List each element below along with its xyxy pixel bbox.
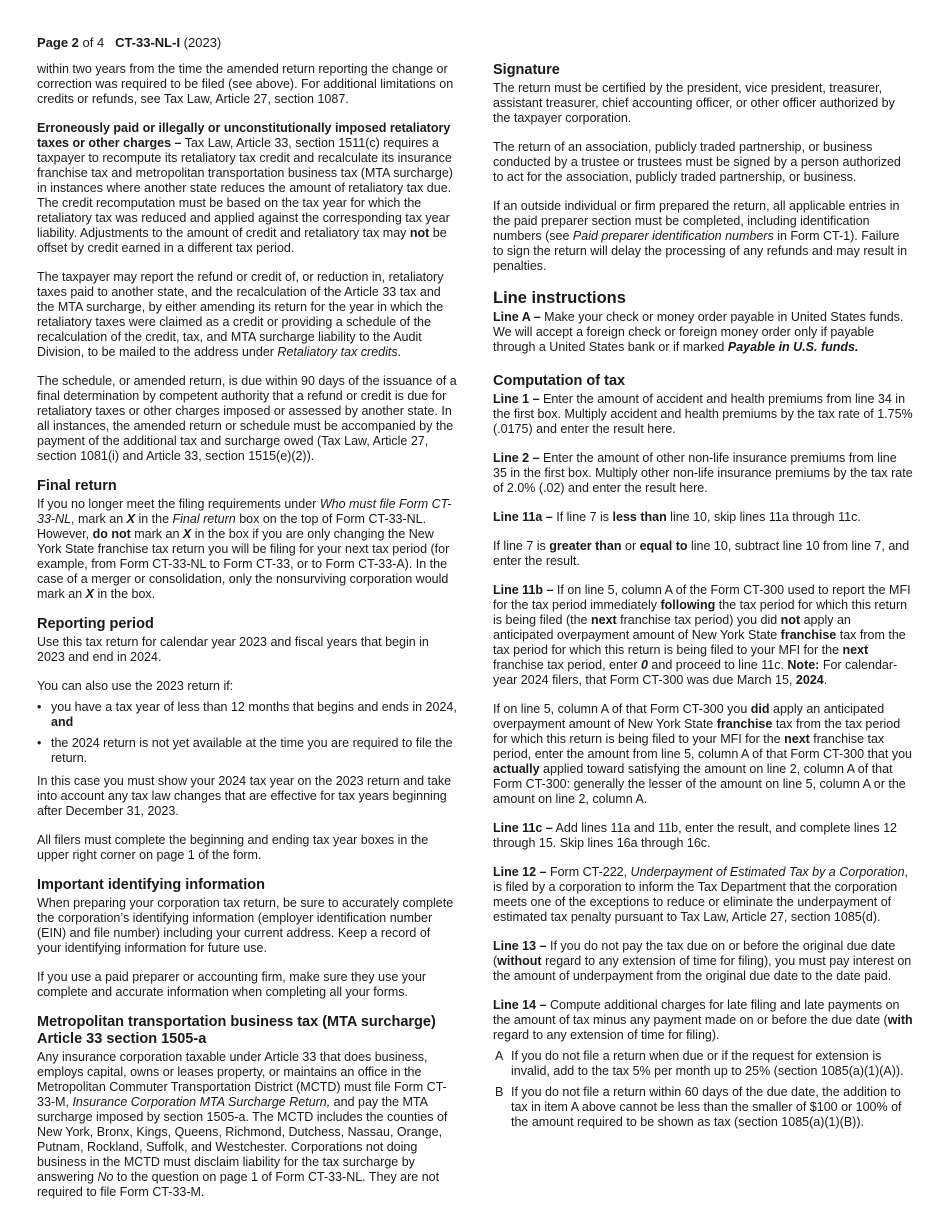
section-title-identifying-info: Important identifying information <box>37 877 265 893</box>
text: be offset by credit earned in a different tax period. <box>37 226 447 255</box>
list-item <box>493 1049 913 1079</box>
paragraph-line-2 <box>493 451 913 496</box>
left-column <box>37 62 457 1214</box>
form-id: CT-33-NL-I <box>115 35 181 50</box>
paragraph-line-12 <box>493 865 913 925</box>
right-column <box>493 62 913 1136</box>
paragraph-line-11a-2 <box>493 539 913 569</box>
text: and pay the MTA surcharge imposed by section 1505-a. The MCTD includes the counties of New York, Bronx, Kings, Queens, Richmond, Dutchess, Nassau, Orange, Putnam, Rockland, Suffolk, and Westchester. Corporations not doing business in the MCTD must disclaim liability for the tax surcharge by answering <box>37 1095 448 1184</box>
text: If an outside individual or firm prepared the return, all applicable entries in the paid preparer section must be completed, including identification numbers (see <box>493 199 900 243</box>
line-label: Line 1 – <box>493 392 540 406</box>
line-label: Line 2 – <box>493 451 540 465</box>
text: , is filed by a corporation to inform the Tax Department that the corporation meets one of the exceptions to reduce or eliminate the underpayment of estimated tax penalty pursuant to Tax Law, Article 27, section 1085(d). <box>493 865 909 924</box>
line-label: Line 14 – <box>493 998 547 1012</box>
text: Enter the amount of accident and health premiums from line 34 in the first box. Multiply accident and health premiums by the tax rate of 1.75% (.0175) and enter the result here. <box>493 392 913 436</box>
text-italic: Retaliatory tax credits <box>277 345 398 359</box>
page-count: of 4 <box>78 35 105 50</box>
text-bold: next <box>842 643 869 657</box>
text: line 10, skip lines 11a through 11c. <box>666 510 861 524</box>
line-label: Line A – <box>493 310 541 324</box>
page-number: Page 2 <box>37 35 79 50</box>
text: mark an <box>130 527 183 541</box>
text: If you no longer meet the filing requirements under <box>37 497 320 511</box>
line-label: Line 11b – <box>493 583 554 597</box>
text-bold: not <box>409 226 430 240</box>
text-bold-italic: X <box>85 587 94 601</box>
text-bold: following <box>660 598 716 612</box>
section-title-computation: Computation of tax <box>493 373 626 389</box>
text-bold-italic: Payable in U.S. funds. <box>727 340 859 354</box>
line-label: Line 13 – <box>493 939 547 953</box>
text-bold: without <box>497 954 542 968</box>
text: If on line 5, column A of the Form CT-300 used to report the MFI for the tax period immediately <box>493 583 911 612</box>
text-bold-italic: 0 <box>641 658 648 672</box>
text: For calendar-year 2024 filers, that Form CT-300 was due March 15, <box>493 658 898 687</box>
text: Add lines 11a and 11b, enter the result, and complete lines 12 through 15. Skip lines 16a through 16c. <box>493 821 897 850</box>
paragraph-line-14 <box>493 998 913 1043</box>
list-item <box>493 1085 913 1130</box>
text: in the <box>134 512 173 526</box>
text-bold-italic: X <box>182 527 192 541</box>
title-line: Article 33 section 1505-a <box>37 1031 207 1047</box>
text: in the box. <box>93 587 156 601</box>
item-marker: A <box>495 1049 504 1063</box>
line-label: Line 11a – <box>493 510 553 524</box>
text: to the question on page 1 of Form CT-33-NL. They are not required to file Form CT-33-M. <box>37 1170 440 1199</box>
text: or <box>621 539 640 553</box>
section-title-line-instructions: Line instructions <box>493 289 626 307</box>
paragraph-ident-2: If you use a paid preparer or accounting firm, make sure they use your complete and accurate information when completing all your forms. <box>37 970 427 999</box>
text-bold: less than <box>612 510 667 524</box>
text: box on the top of Form CT-33-NL. However, <box>37 512 427 541</box>
paragraph-schedule-due: The schedule, or amended return, is due within 90 days of the issuance of a final determination by competent authority that a refund or credit is due for retaliatory taxes or other charges imposed or assessed by another state. In all instances, the amended return or schedule must be accompanied by the payment of the additional tax and surcharge owed (Tax Law, Article 27, section 1081(i) and Article 33, section 1515(e)(2)). <box>37 374 457 463</box>
text: in Form CT-1). Failure to sign the return will delay the processing of any refunds and may result in penalties. <box>493 229 908 273</box>
text-bold: franchise <box>780 628 837 642</box>
text: franchise tax period, enter <box>493 658 641 672</box>
text: applied toward satisfying the amount on line 2, column A of that Form CT-300: generally the lesser of the amount on line 5, column A or the amount on line 2, column A. <box>493 762 906 806</box>
list-item: • the 2024 return is not yet available at the time you are required to file the return. <box>37 736 457 766</box>
paragraph-ident-1: When preparing your corporation tax return, be sure to accurately complete the corporation’s identifying information (employer identification number (EIN) and file number) including your current address. Keep a record of your identifying information for future use. <box>37 896 454 955</box>
text: in the box if you are only changing the New York State franchise tax return you will be filing for your next tax period (for example, from Form CT-33-NL to Form CT-33, or to Form CT-33-A). In the case of a merger or consolidation, only the nonsurviving corporation would mark an <box>37 527 450 601</box>
page-header <box>37 35 221 50</box>
section-title-signature: Signature <box>493 62 560 78</box>
text: Any insurance corporation taxable under Article 33 that does business, employs capital, owns or leases property, or maintains an office in the Metropolitan Commuter Transportation District (MCTD) must file Form CT-33-M, <box>37 1050 447 1109</box>
line-label: Line 11c – <box>493 821 553 835</box>
list-item <box>37 700 457 730</box>
text: regard to any extension of time for filing), you must pay interest on the amount of underpayment from the original due date to the date paid. <box>493 954 912 983</box>
paragraph-period-2: You can also use the 2023 return if: <box>37 679 234 693</box>
text-italic: Who must file Form CT-33-NL <box>37 497 452 526</box>
text-bold: do not <box>92 527 131 541</box>
text-bold: with <box>887 1013 913 1027</box>
text: franchise tax period, enter the amount from line 5, column A of that Form CT-300 that you <box>493 732 912 761</box>
text-bold: and <box>51 715 74 729</box>
paragraph-final-return <box>37 497 457 602</box>
text-bold: not <box>780 613 801 627</box>
text: If you do not file a return within 60 days of the due date, the addition to tax in item A above cannot be less than the smaller of $100 or 100% of the amount required to be shown as tax (section 1085(a)(1)(B)). <box>511 1085 902 1129</box>
text: Form CT-222, <box>546 865 631 879</box>
paragraph-line-13 <box>493 939 913 984</box>
text-bold: Note: <box>787 658 820 672</box>
paragraph-line-11a <box>493 510 913 525</box>
text: , mark an <box>71 512 127 526</box>
text: you have a tax year of less than 12 months that begins and ends in 2024, <box>51 700 457 714</box>
text-italic: Insurance Corporation MTA Surcharge Return, <box>72 1095 331 1109</box>
paragraph-line-11c <box>493 821 913 851</box>
text: regard to any extension of time for filing). <box>493 1028 720 1042</box>
text-bold: equal to <box>639 539 688 553</box>
text: . <box>823 673 828 687</box>
text: If on line 5, column A of that Form CT-300 you <box>493 702 751 716</box>
text: line 10, subtract line 10 from line 7, and enter the result. <box>493 539 910 568</box>
text-bold: 2024 <box>795 673 824 687</box>
text-bold: did <box>750 702 770 716</box>
text-bold-italic: X <box>126 512 135 526</box>
section-title-mta <box>37 1014 457 1048</box>
paragraph-sig-1: The return must be certified by the president, vice president, treasurer, assistant treasurer, chief accounting officer, or other officer authorized by the taxpayer corporation. <box>493 81 895 125</box>
text: and proceed to line 11c. <box>647 658 788 672</box>
text: tax from the tax period for which this return is being filed to your MFI for the <box>493 717 901 746</box>
paragraph-erroneous-taxes <box>37 121 457 256</box>
paragraph-line-11b <box>493 583 913 688</box>
text: apply an anticipated overpayment amount of New York State <box>493 613 851 642</box>
text: . <box>397 345 402 359</box>
paragraph-refund-report <box>37 270 457 360</box>
text-italic: Underpayment of Estimated Tax by a Corporation <box>630 865 905 879</box>
text: If you do not pay the tax due on or before the original due date ( <box>493 939 896 968</box>
title-line: Metropolitan transportation business tax (MTA surcharge) <box>37 1014 436 1030</box>
text: franchise tax period) you did <box>616 613 781 627</box>
item-marker: B <box>495 1085 504 1099</box>
form-year: (2023) <box>180 35 222 50</box>
text: The taxpayer may report the refund or credit of, or reduction in, retaliatory taxes paid to another state, and the recalculation of the Article 33 tax and the MTA surcharge, by either amending its return for the year in which the retaliatory taxes were claimed as a credit or providing a schedule of the recalculation of the credit, tax, and MTA surcharge liability to the Audit Division, to be mailed to the address under <box>37 270 444 359</box>
paragraph-sig-2: The return of an association, publicly traded partnership, or business conducted by a trustee or trustees must be signed by a person authorized to act for the association, publicly traded partnership, or business. <box>493 140 901 184</box>
text: tax from the tax period for which this return is being filed to your MFI for the <box>493 628 906 657</box>
paragraph-limitations: within two years from the time the amended return reporting the change or correction was required to be filed (see above). For additional limitations on credits or refunds, see Tax Law, Article 27, section 1087. <box>37 62 454 106</box>
text: apply an anticipated overpayment amount of New York State <box>493 702 885 731</box>
text: the tax period for which this return is being filed (the <box>493 598 908 627</box>
text-bold: next <box>784 732 810 746</box>
paragraph-line-a <box>493 310 913 355</box>
section-title-final-return: Final return <box>37 478 117 494</box>
section-title-reporting-period: Reporting period <box>37 616 154 632</box>
text: Compute additional charges for late filing and late payments on the amount of tax minus any payment made on or before the due date ( <box>493 998 900 1027</box>
paragraph-period-3: In this case you must show your 2024 tax year on the 2023 return and take into account any tax law changes that are effective for tax years beginning after December 31, 2023. <box>37 774 452 818</box>
text: If line 7 is <box>493 539 550 553</box>
line-label: Line 12 – <box>493 865 547 879</box>
paragraph-period-1: Use this tax return for calendar year 2023 and fiscal years that begin in 2023 and end in 2024. <box>37 635 429 664</box>
lettered-list <box>493 1049 913 1130</box>
paragraph-line-11b-2 <box>493 702 913 807</box>
paragraph-sig-3 <box>493 199 913 274</box>
text: Make your check or money order payable in United States funds. We will accept a foreign check or foreign money order only if payable through a United States bank or if marked <box>493 310 904 354</box>
text-bold: franchise <box>716 717 773 731</box>
erroneous-heading: Erroneously paid or illegally or unconstitutionally imposed retaliatory taxes or other charges – <box>37 121 451 150</box>
paragraph-line-1 <box>493 392 913 437</box>
text: If line 7 is <box>552 510 613 524</box>
paragraph-period-4: All filers must complete the beginning and ending tax year boxes in the upper right corner on page 1 of the form. <box>37 833 429 862</box>
paragraph-mta <box>37 1050 457 1200</box>
text-bold: greater than <box>549 539 622 553</box>
text-bold: next <box>590 613 617 627</box>
text: If you do not file a return when due or if the request for extension is invalid, add to the tax 5% per month up to 25% (section 1085(a)(1)(A)). <box>511 1049 904 1078</box>
text-bold: actually <box>493 762 540 776</box>
text-italic: No <box>97 1170 114 1184</box>
text: Tax Law, Article 33, section 1511(c) requires a taxpayer to recompute its retaliatory tax credit and recalculate its insurance franchise tax and metropolitan transportation business tax (MTA surcharge) in instances where another state reduces the amount of retaliatory tax due. The credit recomputation must be based on the tax year for which the retaliatory tax was reduced and applied against the corresponding tax year liability. Adjustments to the amount of credit and retaliatory tax may <box>37 136 453 240</box>
text-italic: Final return <box>172 512 236 526</box>
text: Enter the amount of other non-life insurance premiums from line 35 in the first box. Multiply other non-life insurance premiums by the tax rate of 2.0% (.02) and enter the result here. <box>493 451 913 495</box>
bullet-list <box>37 700 457 766</box>
text-italic: Paid preparer identification numbers <box>572 229 774 243</box>
